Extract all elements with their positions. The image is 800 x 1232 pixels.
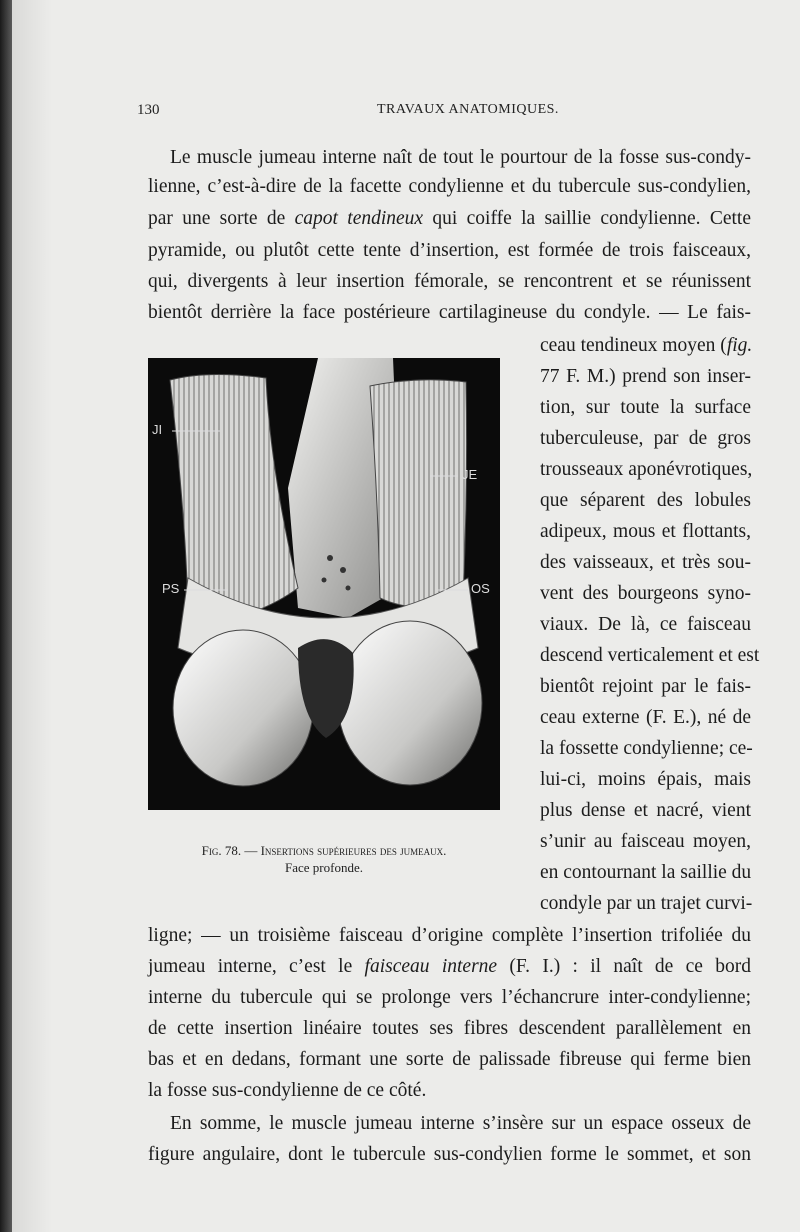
text-line: jumeau interne, c’est le faisceau interne (F. I.) : il naît de ce bord xyxy=(148,956,752,977)
text-line: viaux. De là, ce faisceau xyxy=(540,614,751,635)
text-line: trousseaux aponévrotiques, xyxy=(540,459,753,480)
text-line: ligne; — un troisième faisceau d’origine complète l’insertion trifoliée du xyxy=(148,925,751,946)
text-line: la fossette condylienne; ce- xyxy=(540,738,753,759)
text-line: en contournant la saillie du xyxy=(540,862,752,883)
lateral-condyle xyxy=(338,621,482,785)
femur-illustration xyxy=(148,358,500,810)
text-line: ceau externe (F. E.), né de xyxy=(540,707,751,728)
label-je: JE xyxy=(462,467,478,482)
label-ji: JI xyxy=(152,422,163,437)
text-line: bientôt derrière la face postérieure cartilagineuse du condyle. — Le fais- xyxy=(148,302,751,323)
external-gastrocnemius-tendon xyxy=(370,380,467,607)
text-line: tuberculeuse, par de gros xyxy=(540,428,751,449)
text-line: bas et en dedans, formant une sorte de palissade fibreuse qui ferme bien xyxy=(148,1049,751,1070)
text-line: descend verticalement et est xyxy=(540,645,760,666)
anatomical-figure xyxy=(148,358,500,810)
caption-line: Face profonde. xyxy=(285,860,363,875)
figure-caption xyxy=(148,842,500,876)
text-line: lienne, c’est-à-dire de la facette condylienne et du tubercule sus-condylien, xyxy=(148,176,751,197)
text-line: la fosse sus-condylienne de ce côté. xyxy=(148,1080,427,1101)
text-line: 77 F. M.) prend son inser- xyxy=(540,366,751,387)
running-title: TRAVAUX ANATOMIQUES. xyxy=(377,102,559,117)
text-line: condyle par un trajet curvi- xyxy=(540,893,753,914)
text-line: que séparent des lobules xyxy=(540,490,751,511)
text-line: des vaisseaux, et très sou- xyxy=(540,552,751,573)
caption-line: Fig. 78. — Insertions supérieures des jumeaux. xyxy=(201,843,447,858)
text-line: Le muscle jumeau interne naît de tout le pourtour de la fosse sus-condy- xyxy=(170,147,751,168)
text-line: adipeux, mous et flottants, xyxy=(540,521,751,542)
text-line: interne du tubercule qui se prolonge vers l’échancrure inter-condylienne; xyxy=(148,987,751,1008)
text-line: vent des bourgeons syno- xyxy=(540,583,751,604)
text-line: de cette insertion linéaire toutes ses fibres descendent parallèlement en xyxy=(148,1018,751,1039)
text-line: par une sorte de capot tendineux qui coiffe la saillie condylienne. Cette xyxy=(148,208,751,229)
text-line: En somme, le muscle jumeau interne s’insère sur un espace osseux de xyxy=(170,1113,751,1134)
page-header xyxy=(137,102,747,128)
emphasis: faisceau interne xyxy=(364,956,498,977)
text-line: lui-ci, moins épais, mais xyxy=(540,769,751,790)
text-line: bientôt rejoint par le fais- xyxy=(540,676,751,697)
emphasis: capot tendineux xyxy=(294,208,424,229)
label-os: OS xyxy=(471,581,490,596)
text-line: ceau tendineux moyen (fig. xyxy=(540,335,753,356)
scan-edge xyxy=(0,0,12,1232)
text-line: figure angulaire, dont le tubercule sus-condylien forme le sommet, et son xyxy=(148,1144,751,1165)
page-number: 130 xyxy=(137,102,160,118)
text-line: plus dense et nacré, vient xyxy=(540,800,751,821)
book-page xyxy=(12,0,800,1232)
text-line: qui, divergents à leur insertion fémorale, se rencontrent et se réunissent xyxy=(148,271,751,292)
text-line: tion, sur toute la surface xyxy=(540,397,751,418)
label-ps: PS xyxy=(162,581,180,596)
text-line: s’unir au faisceau moyen, xyxy=(540,831,751,852)
medial-condyle xyxy=(173,630,313,786)
text-line: pyramide, ou plutôt cette tente d’insertion, est formée de trois faisceaux, xyxy=(148,240,751,261)
